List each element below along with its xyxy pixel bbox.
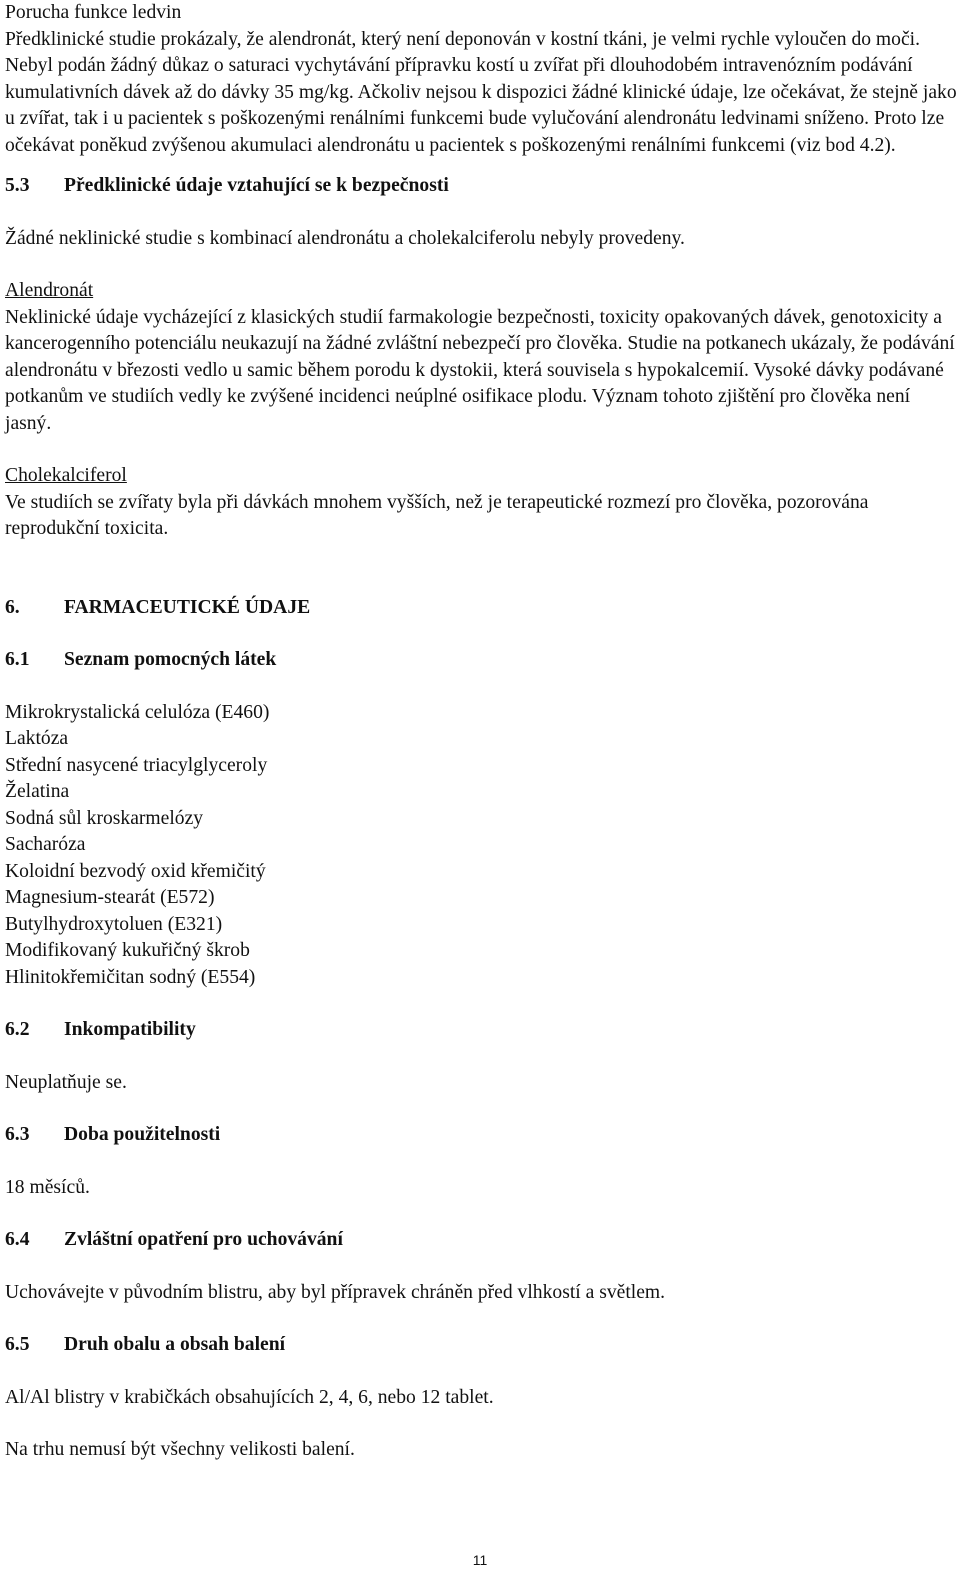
section-number: 6.1 bbox=[5, 649, 30, 670]
list-item: Želatina bbox=[5, 781, 70, 802]
section-6-3-heading bbox=[5, 1122, 957, 1149]
section-title: Druh obalu a obsah balení bbox=[64, 1334, 286, 1355]
section-number: 6.5 bbox=[5, 1334, 30, 1355]
section-number: 6. bbox=[5, 596, 20, 618]
s53-intro: Žádné neklinické studie s kombinací alendronátu a cholekalciferolu nebyly provedeny. bbox=[5, 227, 685, 249]
s63-body: 18 měsíců. bbox=[5, 1176, 90, 1198]
section-title: Zvláštní opatření pro uchovávání bbox=[64, 1229, 343, 1250]
cholekalciferol-body: Ve studiích se zvířaty byla při dávkách mnohem vyšších, než je terapeutické rozmezí pro člověka, pozorována reprodukční toxicita. bbox=[5, 491, 869, 539]
section-6-heading bbox=[5, 595, 957, 622]
section-title: Inkompatibility bbox=[64, 1019, 196, 1040]
list-item: Magnesium-stearát (E572) bbox=[5, 887, 215, 908]
section-number: 6.2 bbox=[5, 1019, 30, 1040]
s62-body: Neuplatňuje se. bbox=[5, 1071, 127, 1093]
s65-note: Na trhu nemusí být všechny velikosti balení. bbox=[5, 1439, 355, 1460]
section-title: Doba použitelnosti bbox=[64, 1124, 221, 1145]
page-number: 11 bbox=[472, 1552, 488, 1568]
section-title: FARMACEUTICKÉ ÚDAJE bbox=[64, 596, 311, 618]
section-6-1-heading bbox=[5, 647, 957, 674]
section-6-4-heading bbox=[5, 1227, 957, 1254]
section-title: Seznam pomocných látek bbox=[64, 649, 277, 670]
list-item: Modifikovaný kukuřičný škrob bbox=[5, 940, 250, 961]
excipient-list bbox=[5, 700, 957, 992]
alendronat-body: Neklinické údaje vycházející z klasických studií farmakologie bezpečnosti, toxicity opakovaných dávek, genotoxicity a kancerogenního potenciálu neukazují na žádné zvláštní nebezpečí pro člověka. Studie na potkanech ukázaly, že podávání alendronátu v březosti vedlo u samic během porodu k dystokii, která souvisela s hypokalcemií. Vysoké dávky podávané potkanům ve studiích vedly ke zvýšené incidenci neúplné osifikace plodu. Význam tohoto zjištění pro člověka není jasný. bbox=[5, 306, 955, 434]
section-5-3-heading bbox=[5, 173, 957, 200]
section-title: Předklinické údaje vztahující se k bezpečnosti bbox=[64, 175, 449, 196]
list-item: Střední nasycené triacylglyceroly bbox=[5, 754, 268, 776]
alendronat-subheading: Alendronát bbox=[5, 280, 94, 301]
section-6-5-heading bbox=[5, 1332, 957, 1359]
renal-body: Předklinické studie prokázaly, že alendronát, který není deponován v kostní tkáni, je velmi rychle vyloučen do moči. Nebyl podán žádný důkaz o saturaci vychytávání přípravku kostí u zvířat při dlouhodobém intravenózním podávání kumulativních dávek až do dávky 35 mg/kg. Ačkoliv nejsou k dispozici žádné klinické údaje, lze očekávat, že stejně jako u zvířat, tak i u pacientek s poškozenými renálními funkcemi bude vylučování alendronátu ledvinami sníženo. Proto lze očekávat poněkud zvýšenou akumulaci alendronátu u pacientek s poškozenými renálními funkcemi (viz bod 4.2). bbox=[5, 28, 957, 156]
s65-body: Al/Al blistry v krabičkách obsahujících 2, 4, 6, nebo 12 tablet. bbox=[5, 1386, 494, 1408]
list-item: Hlinitokřemičitan sodný (E554) bbox=[5, 966, 256, 988]
section-number: 6.3 bbox=[5, 1124, 30, 1145]
list-item: Laktóza bbox=[5, 728, 69, 749]
list-item: Mikrokrystalická celulóza (E460) bbox=[5, 701, 270, 723]
list-item: Sodná sůl kroskarmelózy bbox=[5, 807, 204, 829]
cholekalciferol-subheading: Cholekalciferol bbox=[5, 465, 127, 486]
section-6-2-heading bbox=[5, 1017, 957, 1044]
section-number: 5.3 bbox=[5, 175, 30, 196]
renal-title: Porucha funkce ledvin bbox=[5, 2, 182, 23]
document-page bbox=[5, 0, 957, 1464]
list-item: Sacharóza bbox=[5, 834, 86, 855]
section-number: 6.4 bbox=[5, 1229, 30, 1250]
s64-body: Uchovávejte v původním blistru, aby byl přípravek chráněn před vlhkostí a světlem. bbox=[5, 1281, 666, 1303]
list-item: Koloidní bezvodý oxid křemičitý bbox=[5, 860, 266, 882]
list-item: Butylhydroxytoluen (E321) bbox=[5, 913, 223, 935]
